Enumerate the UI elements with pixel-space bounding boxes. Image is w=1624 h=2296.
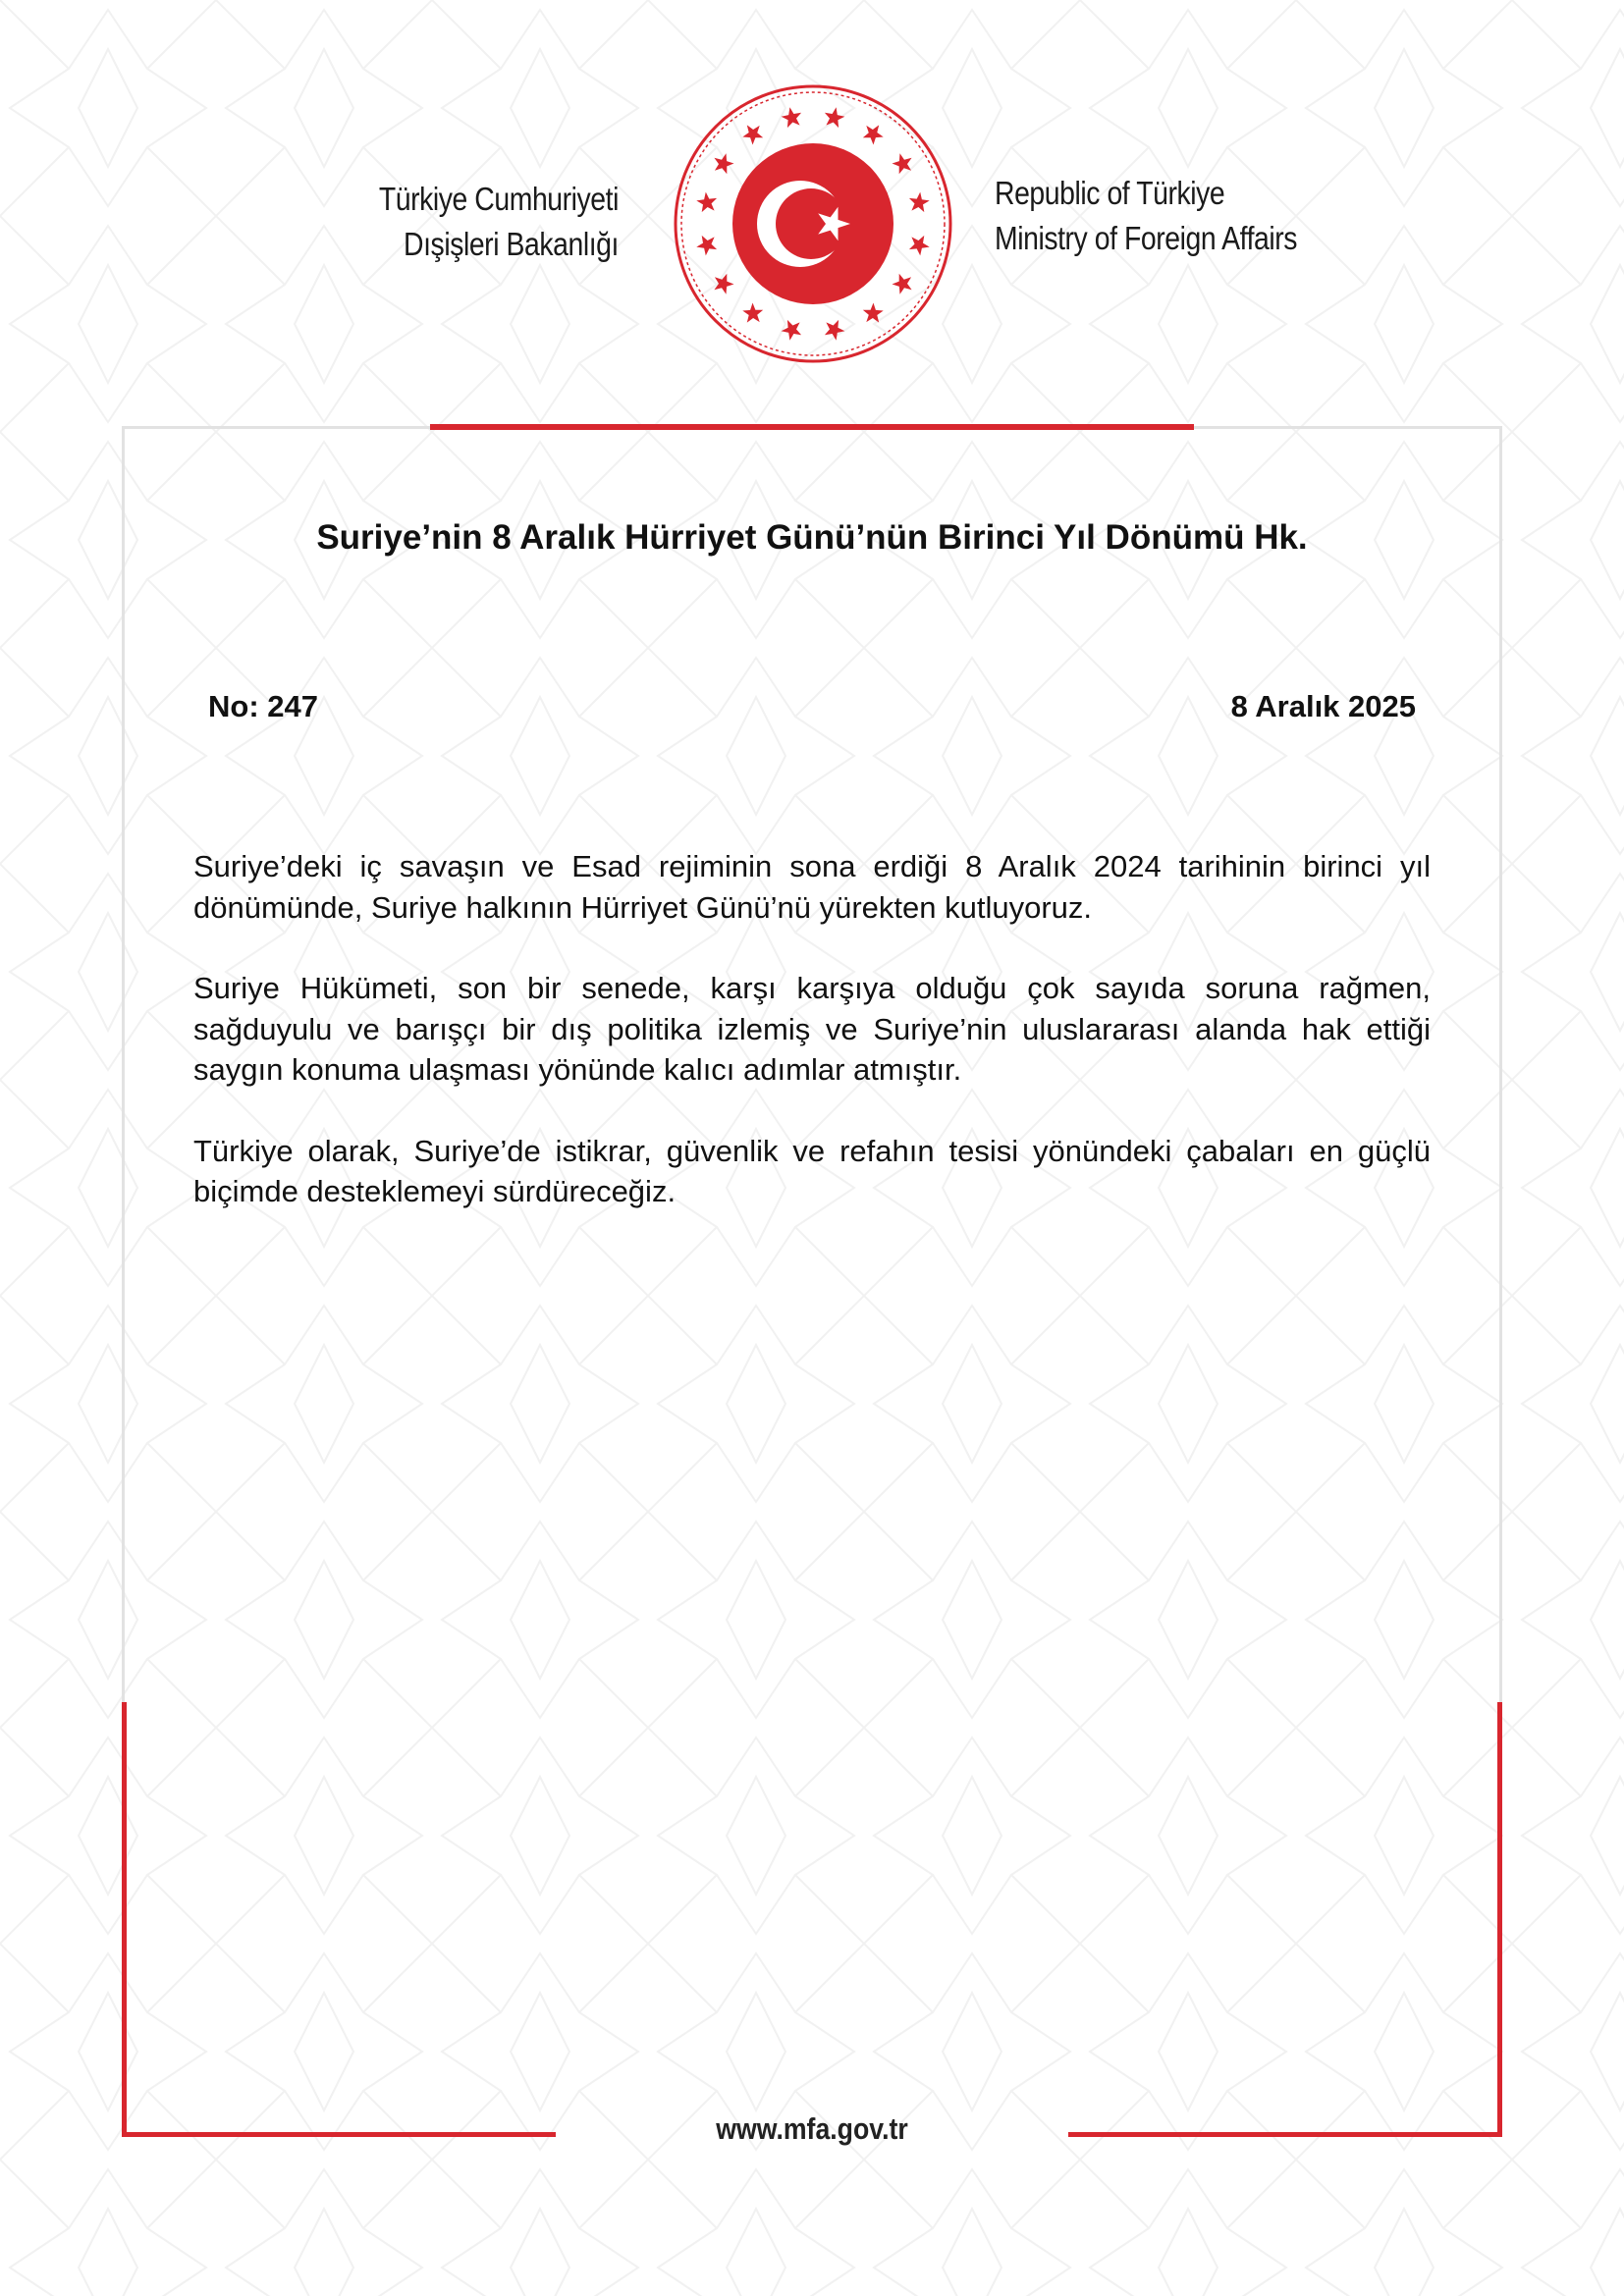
frame-left-accent xyxy=(122,1702,127,2137)
emblem-star-icon xyxy=(863,125,884,144)
frame-top-accent xyxy=(430,424,1194,430)
emblem-star-icon xyxy=(909,192,930,213)
emblem-star-icon xyxy=(825,320,845,341)
emblem-star-icon xyxy=(742,303,763,323)
frame-left-side xyxy=(122,426,125,1702)
emblem-star-icon xyxy=(742,125,763,144)
header-left-line1: Türkiye Cumhuriyeti xyxy=(378,181,619,217)
paragraph-2: Suriye Hükümeti, son bir senede, karşı karşıya olduğu çok sayıda soruna rağmen, sağduyulu ve barışçı bir dış politika izlemiş ve Suriye’nin uluslararası alanda hak ettiği saygın konuma ulaşması yönünde kalıcı adımlar atmıştır. xyxy=(193,971,1431,1087)
header-ministry-tr xyxy=(340,177,619,267)
header-right-line1: Republic of Türkiye xyxy=(995,175,1225,211)
ministry-emblem-icon xyxy=(671,81,955,366)
emblem-star-icon xyxy=(696,192,717,213)
emblem-star-icon xyxy=(714,153,733,174)
document-title: Suriye’nin 8 Aralık Hürriyet Günü’nün Birinci Yıl Dönümü Hk. xyxy=(316,518,1308,557)
frame-bottom-left xyxy=(122,2132,556,2137)
emblem-star-icon xyxy=(863,303,884,323)
document-body xyxy=(193,846,1431,1253)
paragraph-1: Suriye’deki iç savaşın ve Esad rejiminin sona erdiği 8 Aralık 2024 tarihinin birinci yıl dönümünde, Suriye halkının Hürriyet Günü’nü yürekten kutluyoruz. xyxy=(193,849,1431,925)
emblem-star-icon xyxy=(782,107,802,128)
document-number: No: 247 xyxy=(208,689,318,723)
frame-right-accent xyxy=(1497,1702,1502,2137)
emblem-star-icon xyxy=(714,274,733,294)
emblem-star-icon xyxy=(893,274,912,294)
frame-top-right xyxy=(1194,426,1502,429)
emblem-star-icon xyxy=(782,320,802,341)
header-ministry-en xyxy=(995,171,1349,261)
frame-bottom-right xyxy=(1068,2132,1502,2137)
frame-top-left xyxy=(122,426,430,429)
header-left-line2: Dışişleri Bakanlığı xyxy=(404,226,619,262)
footer-website: www.mfa.gov.tr xyxy=(716,2111,908,2146)
emblem-star-icon xyxy=(909,236,930,256)
emblem-star-icon xyxy=(696,236,717,256)
emblem-star-icon xyxy=(825,107,845,128)
emblem-star-icon xyxy=(893,153,912,174)
frame-right-side xyxy=(1499,426,1502,1702)
header-right-line2: Ministry of Foreign Affairs xyxy=(995,220,1298,256)
paragraph-3: Türkiye olarak, Suriye’de istikrar, güvenlik ve refahın tesisi yönündeki çabaları en güçlü biçimde desteklemeyi sürdüreceğiz. xyxy=(193,1133,1431,1208)
document-date: 8 Aralık 2025 xyxy=(1230,689,1416,723)
